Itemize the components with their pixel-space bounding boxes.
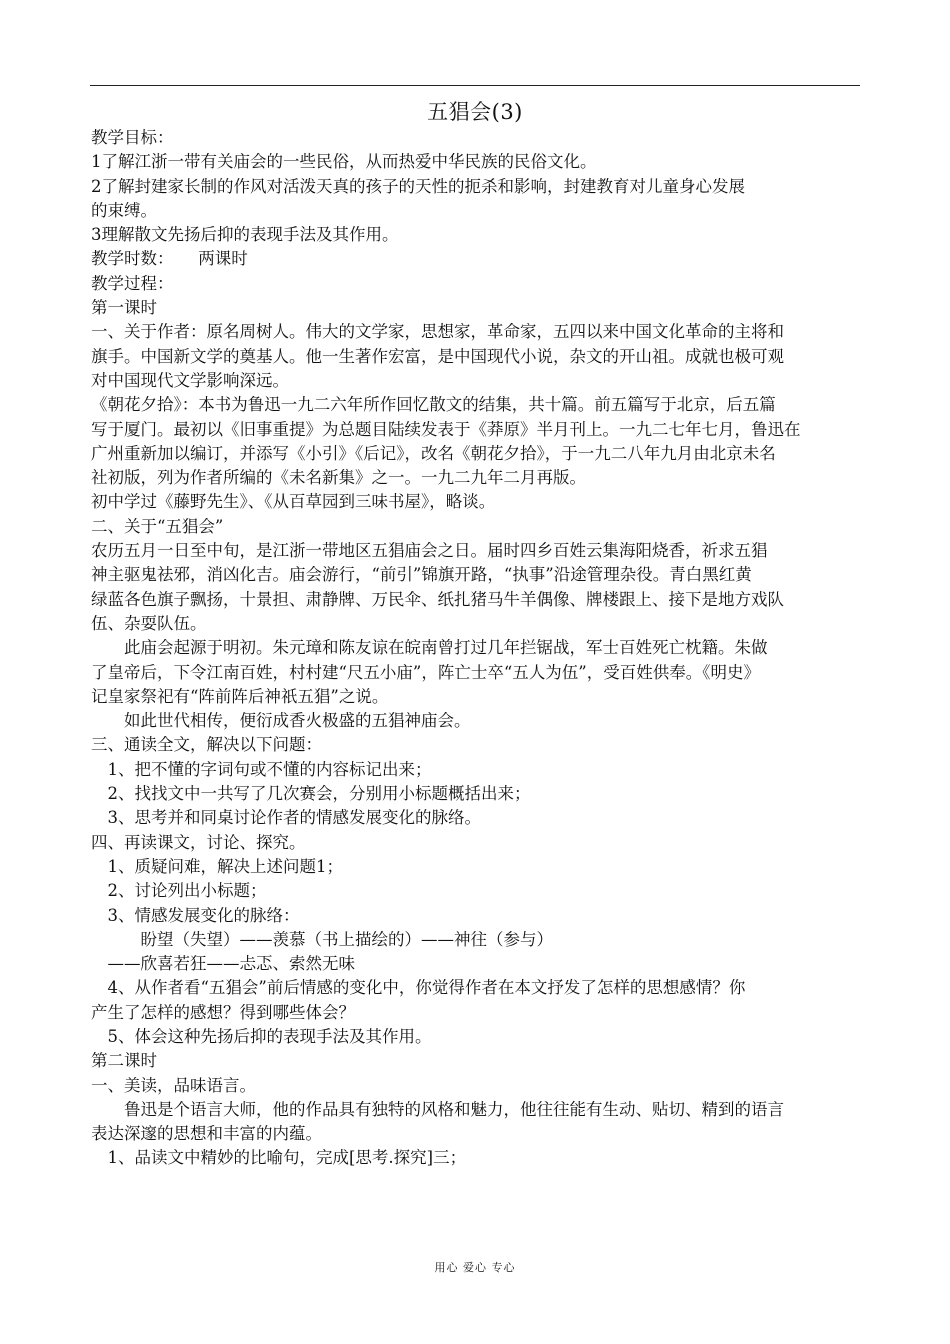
text-line: 1、品读文中精妙的比喻句，完成[思考.探究]三；	[91, 1148, 467, 1168]
text-line: 的束缚。	[91, 200, 157, 220]
text-line: 1、把不懂的字词句或不懂的内容标记出来；	[91, 759, 432, 779]
text-line: 写于厦门。最初以《旧事重提》为总题目陆续发表于《莽原》半月刊上。一九二七年七月，鲁迅在	[91, 419, 801, 439]
text-line: 产生了怎样的感想？得到哪些体会？	[91, 1002, 355, 1022]
text-line: 如此世代相传，便衍成香火极盛的五猖神庙会。	[91, 711, 471, 731]
text-line: 对中国现代文学影响深远。	[91, 370, 289, 390]
text-line: 一、关于作者：原名周树人。伟大的文学家，思想家，革命家，五四以来中国文化革命的主将和	[91, 322, 784, 342]
text-line: 神主驱鬼祛邪，消凶化吉。庙会游行，“前引”锦旗开路，“执事”沿途管理杂役。青白黑红黄	[91, 565, 752, 585]
text-line: 三、通读全文，解决以下问题：	[91, 735, 322, 755]
text-line: 2、找找文中一共写了几次赛会，分别用小标题概括出来；	[91, 784, 531, 804]
page-footer: 用心 爱心 专心	[434, 1261, 516, 1274]
text-line: 第一课时	[91, 298, 157, 318]
text-line: 《朝花夕拾》：本书为鲁迅一九二六年所作回忆散文的结集，共十篇。前五篇写于北京，后五篇	[91, 395, 776, 415]
text-line: 此庙会起源于明初。朱元璋和陈友谅在皖南曾打过几年拦锯战，军士百姓死亡枕籍。朱做	[91, 638, 768, 658]
text-line: 农历五月一日至中旬，是江浙一带地区五猖庙会之日。届时四乡百姓云集海阳烧香，祈求五猖	[91, 541, 768, 561]
text-line: 社初版，列为作者所编的《未名新集》之一。一九二九年二月再版。	[91, 468, 586, 488]
text-line: 3理解散文先扬后抑的表现手法及其作用。	[91, 225, 399, 245]
text-line: 3、情感发展变化的脉络：	[91, 905, 300, 925]
text-line: 绿蓝各色旗子飘扬，十景担、肃静牌、万民伞、纸扎猪马牛羊偶像、牌楼跟上、接下是地方戏队	[91, 589, 784, 609]
text-line: 教学时数： 两课时	[91, 249, 248, 269]
text-line: 一、美读，品味语言。	[91, 1075, 256, 1095]
text-line: 1了解江浙一带有关庙会的一些民俗，从而热爱中华民族的民俗文化。	[91, 152, 597, 172]
text-line: 初中学过《藤野先生》、《从百草园到三味书屋》，略谈。	[91, 492, 496, 512]
text-line: 3、思考并和同桌讨论作者的情感发展变化的脉络。	[91, 808, 481, 828]
text-line: 2了解封建家长制的作风对活泼天真的孩子的天性的扼杀和影响，封建教育对儿童身心发展	[91, 176, 745, 196]
text-line: 1、质疑问难，解决上述问题1；	[91, 856, 343, 876]
text-line: 广州重新加以编订，并添写《小引》《后记》，改名《朝花夕拾》，于一九二八年九月由北京未名	[91, 443, 776, 463]
text-line: 记皇家祭祀有“阵前阵后神祇五猖”之说。	[91, 686, 389, 706]
text-line: 教学目标：	[91, 128, 174, 147]
text-line: 旗手。中国新文学的奠基人。他一生著作宏富，是中国现代小说，杂文的开山祖。成就也极可观	[91, 346, 784, 366]
text-line: ——欣喜若狂——忐忑、索然无味	[91, 954, 355, 974]
header-rule	[90, 85, 860, 86]
text-line: 盼望（失望）——羡慕（书上描绘的）——神往（参与）	[91, 929, 553, 949]
text-line: 二、关于“五猖会”	[91, 516, 224, 536]
text-line: 教学过程：	[91, 273, 174, 293]
text-line: 鲁迅是个语言大师，他的作品具有独特的风格和魅力，他往往能有生动、贴切、精到的语言	[91, 1099, 784, 1119]
text-line: 4、从作者看“五猖会”前后情感的变化中，你觉得作者在本文抒发了怎样的思想感情？你	[91, 978, 746, 998]
text-line: 2、讨论列出小标题；	[91, 881, 267, 901]
text-line: 5、体会这种先扬后抑的表现手法及其作用。	[91, 1026, 432, 1046]
text-line: 四、再读课文，讨论、探究。	[91, 832, 306, 852]
text-line: 伍、杂耍队伍。	[91, 613, 207, 633]
page-title: 五猖会(3)	[427, 100, 523, 124]
text-line: 第二课时	[91, 1051, 157, 1071]
body-text	[91, 126, 861, 1171]
text-line: 表达深邃的思想和丰富的内蕴。	[91, 1124, 322, 1144]
text-line: 了皇帝后，下令江南百姓，村村建“尺五小庙”，阵亡士卒“五人为伍”，受百姓供奉。《明史》	[91, 662, 760, 682]
